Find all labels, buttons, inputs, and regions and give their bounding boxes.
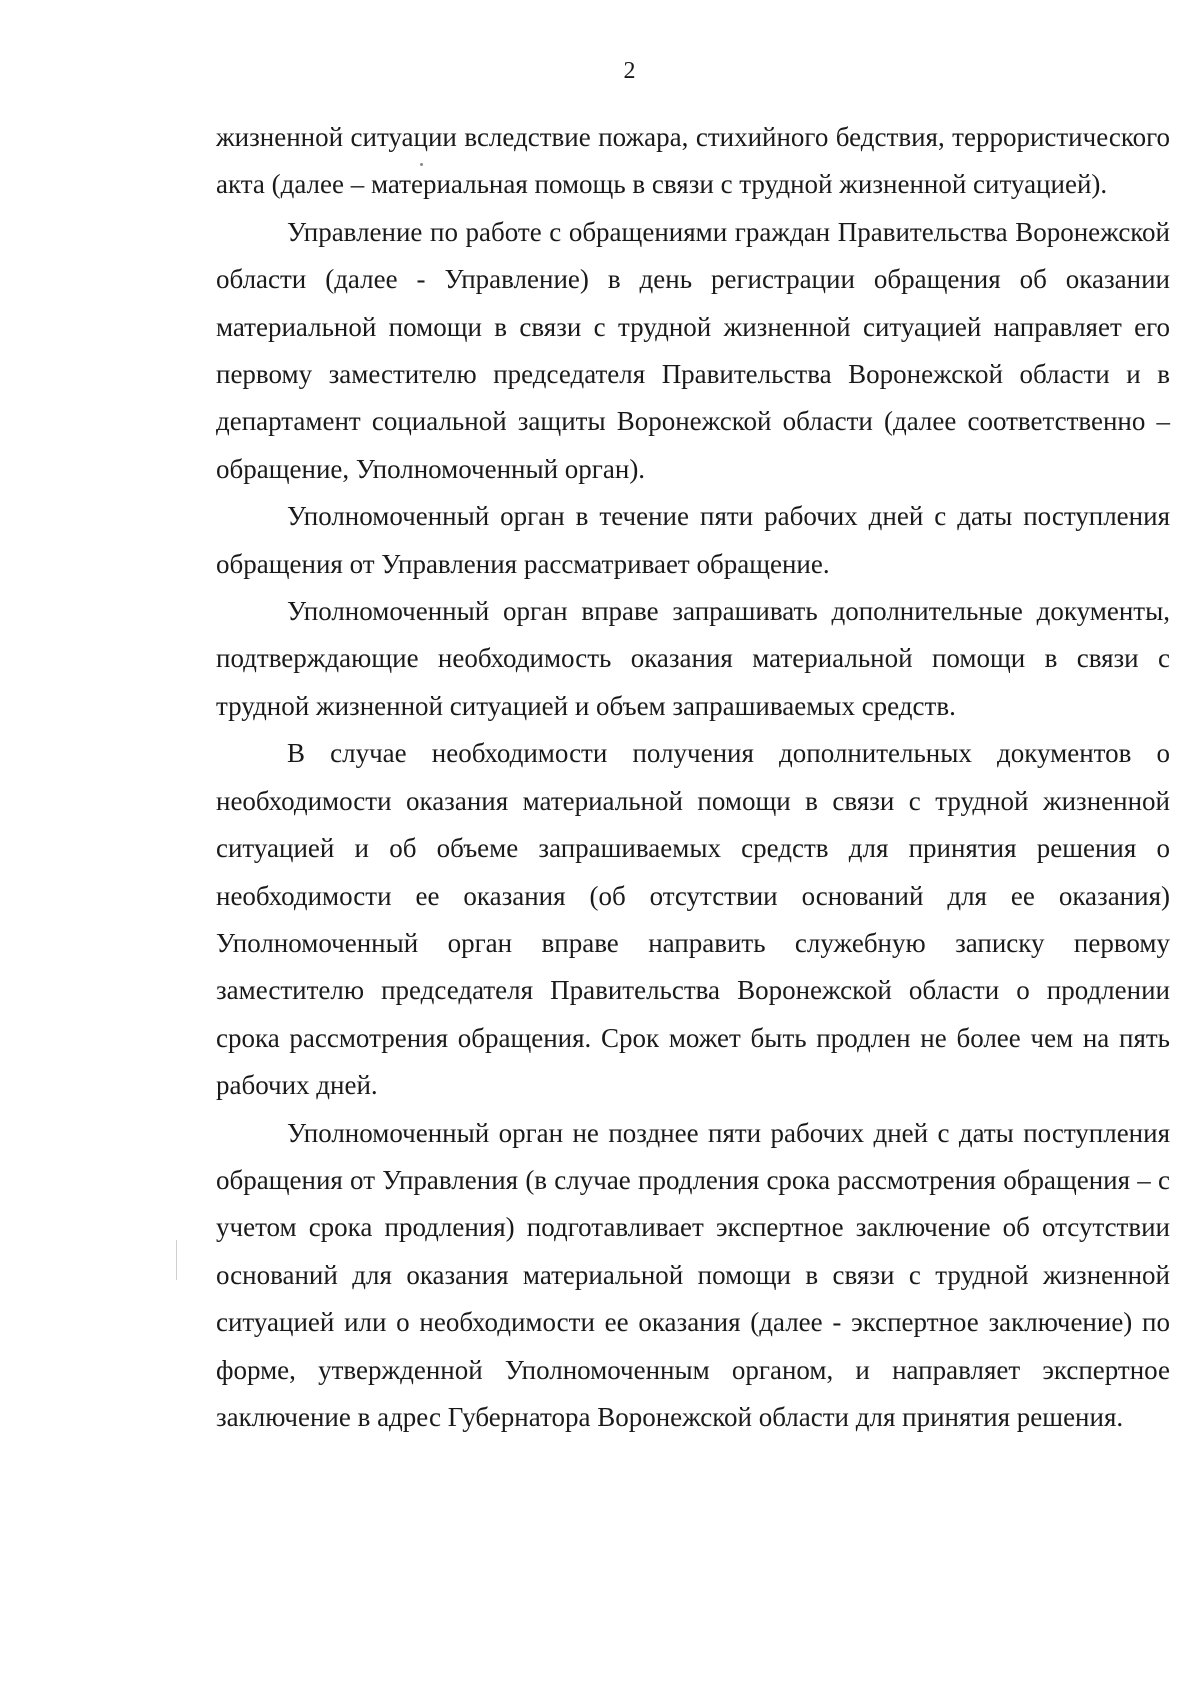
paragraph-continuation: жизненной ситуации вследствие пожара, стихийного бедствия, террористического акта (далее – материальная помощь в связи с трудной жизненной ситуацией).	[216, 122, 1170, 200]
paragraph-expert-opinion: Уполномоченный орган не позднее пяти рабочих дней с даты поступления обращения от Управления (в случае продления срока рассмотрения обращения – с учетом срока продления) подготавливает экспертное заключение об отсутствии оснований для оказания материальной помощи в связи с трудной жизненной ситуацией или о необходимости ее оказания (далее - экспертное заключение) по форме, утвержденной Уполномоченным органом, и направляет экспертное заключение в адрес Губернатора Воронежской области для принятия решения.	[216, 1117, 1170, 1432]
paragraph-registration: Управление по работе с обращениями граждан Правительства Воронежской области (далее - Управление) в день регистрации обращения об оказании материальной помощи в связи с трудной жизненной ситуацией направляет его первому заместителю председателя Правительства Воронежской области и в департамент социальной защиты Воронежской области (далее соответственно – обращение, Уполномоченный орган).	[216, 216, 1170, 484]
document-body	[216, 114, 1170, 1441]
scan-speck	[420, 163, 423, 166]
scan-artifact-line	[176, 1240, 177, 1280]
page-number: 2	[623, 58, 636, 84]
paragraph-extension: В случае необходимости получения дополнительных документов о необходимости оказания материальной помощи в связи с трудной жизненной ситуацией и об объеме запрашиваемых средств для принятия решения о необходимости ее оказания (об отсутствии оснований для ее оказания) Уполномоченный орган вправе направить служебную записку первому заместителю председателя Правительства Воронежской области о продлении срока рассмотрения обращения. Срок может быть продлен не более чем на пять рабочих дней.	[216, 738, 1170, 1101]
paragraph-request-documents: Уполномоченный орган вправе запрашивать дополнительные документы, подтверждающие необходимость оказания материальной помощи в связи с трудной жизненной ситуацией и объем запрашиваемых средств.	[216, 596, 1170, 721]
paragraph-review-period: Уполномоченный орган в течение пяти рабочих дней с даты поступления обращения от Управления рассматривает обращение.	[216, 501, 1170, 579]
